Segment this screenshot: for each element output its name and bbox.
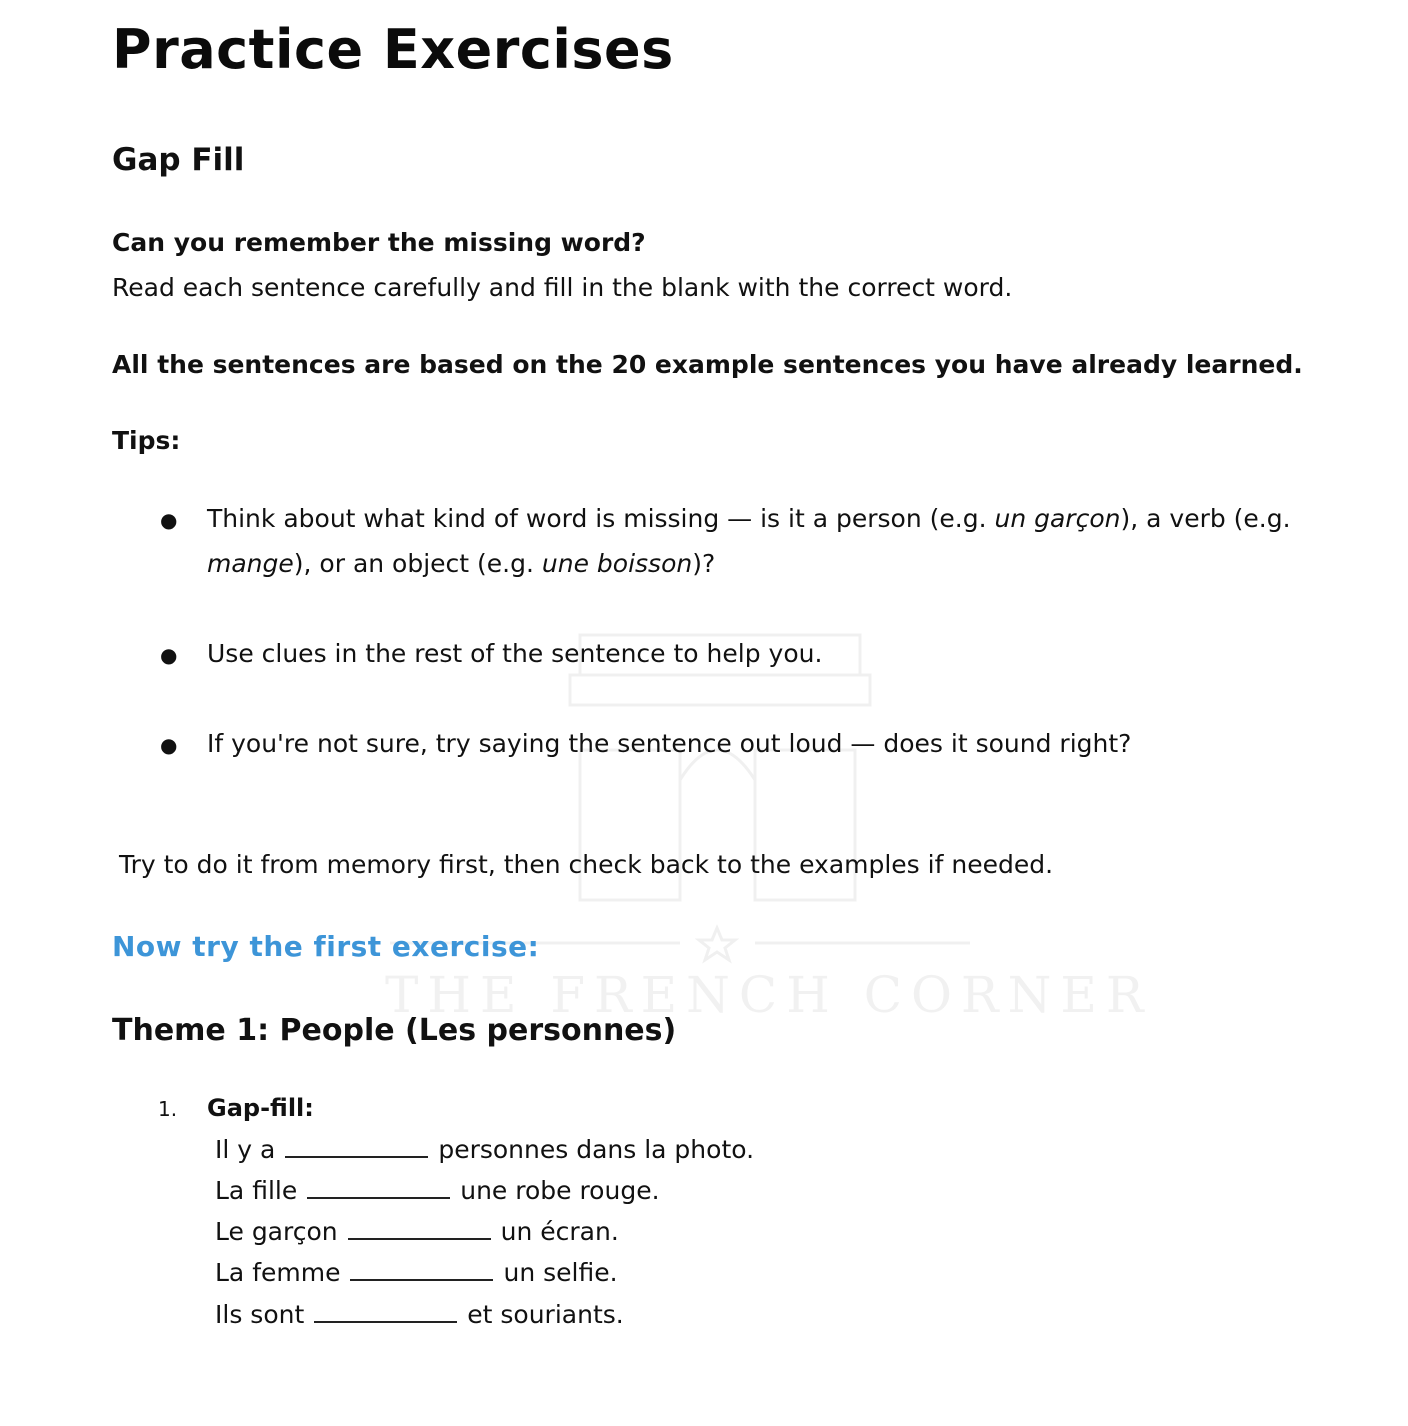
subheading: Can you remember the missing word? <box>112 228 646 257</box>
exercise-number: 1. <box>158 1097 178 1121</box>
bold-note: All the sentences are based on the 20 example sentences you have already learned. <box>112 350 1303 379</box>
tip-item-3: If you're not sure, try saying the sentence out loud — does it sound right? <box>207 729 1132 758</box>
gap-blank[interactable] <box>314 1301 457 1323</box>
gap-fill-line: Ils sont et souriants. <box>215 1300 624 1329</box>
gap-blank[interactable] <box>307 1177 450 1199</box>
gap-blank[interactable] <box>348 1218 491 1240</box>
gap-blank[interactable] <box>350 1259 493 1281</box>
gap-fill-line: Le garçon un écran. <box>215 1217 619 1246</box>
instruction-text: Read each sentence carefully and fill in the blank with the correct word. <box>112 273 1013 302</box>
gap-fill-line: La fille une robe rouge. <box>215 1176 660 1205</box>
bullet-icon: ● <box>160 508 178 532</box>
theme-title: Theme 1: People (Les personnes) <box>112 1013 677 1048</box>
exercise-cta: Now try the first exercise: <box>112 930 540 963</box>
memory-note: Try to do it from memory first, then check back to the examples if needed. <box>119 850 1054 879</box>
gap-fill-line: La femme un selfie. <box>215 1258 618 1287</box>
tip-item-2: Use clues in the rest of the sentence to help you. <box>207 639 823 668</box>
gap-fill-line: Il y a personnes dans la photo. <box>215 1135 755 1164</box>
tip-item-1: Think about what kind of word is missing — is it a person (e.g. un garçon), a verb (e.g. mange), or an object (e.g. une boisson)? <box>207 504 1291 578</box>
bullet-icon: ● <box>160 643 178 667</box>
section-title: Gap Fill <box>112 142 245 178</box>
gap-blank[interactable] <box>285 1136 428 1158</box>
page-title: Practice Exercises <box>112 18 674 81</box>
exercise-label: Gap-fill: <box>207 1094 314 1122</box>
tips-label: Tips: <box>112 426 181 455</box>
bullet-icon: ● <box>160 733 178 757</box>
watermark-text: THE FRENCH CORNER <box>385 966 1153 1024</box>
